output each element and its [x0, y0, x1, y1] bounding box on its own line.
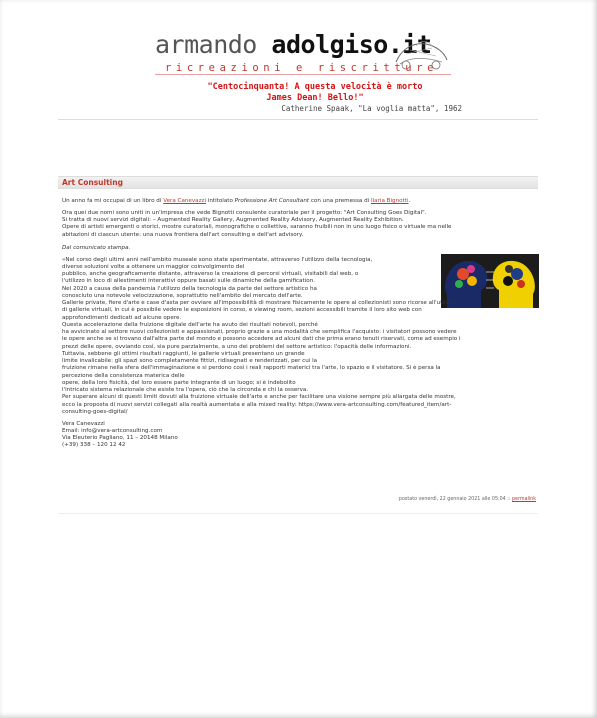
- header-quote: [150, 82, 480, 122]
- site-header: [0, 20, 597, 80]
- press-line: diverse soluzioni volte a ottenere un maggior coinvolgimento del: [62, 263, 245, 270]
- logo-text-armando: armando: [155, 30, 272, 59]
- press-line: approfondimenti dedicati ad alcune opere.: [62, 314, 182, 321]
- signature-line: Vera Canevazzi: [62, 420, 105, 427]
- press-line: conosciuto una notevole velocizzazione, soprattutto nell'ambito del mercato dell'arte.: [62, 292, 303, 299]
- tagline-rule: [155, 74, 451, 75]
- press-release-text: [62, 257, 536, 417]
- intro-text-4: .: [408, 198, 411, 204]
- project-line: Si tratta di nuovi servizi digitali: – Augmented Reality Gallery, Augmented Reality Advisory, Augmented Reality Exhibition.: [62, 217, 404, 223]
- project-paragraph: [62, 210, 536, 239]
- post-body: [62, 198, 536, 454]
- project-line: abitazioni di ciascun utente: una nuova frontiera dell'art consulting e dell'art advisory.: [62, 231, 304, 238]
- intro-text-1: Un anno fa mi occupai di un libro di: [62, 198, 164, 204]
- posted-date: postato venerdì, 22 gennaio 2021 alle 05:04 ::: [398, 497, 513, 502]
- quote-line-1: "Centocinquanta! A questa velocità è morto: [207, 82, 423, 92]
- quote-line-2: James Dean! Bello!": [266, 93, 364, 103]
- press-line: fruizione rimane nella sfera dell'immaginazione e si perdono così i reali rapporti materici tra l'arte, lo spazio e il visitatore. Si è persa la: [62, 365, 441, 372]
- press-line: prezzi delle opere, ovviando così, sia pure parzialmente, a uno dei problemi del settore artistico: l'opacità delle informazioni.: [62, 343, 412, 350]
- intro-paragraph: [62, 198, 536, 205]
- press-line: l'intricato sistema relazionale che esiste tra l'opera, ciò che la circonda e chi la osserva.: [62, 387, 309, 393]
- site-tagline: ricreazioni e riscritture: [165, 62, 439, 74]
- footer-divider: [58, 513, 538, 514]
- press-line: di gallerie virtuali, in cui è possibile vedere le esposizioni in corso, e viewing room, sezioni accessibili tramite il loro sito web con: [62, 307, 422, 314]
- site-logo[interactable]: [155, 30, 432, 59]
- press-line: consulting-goes-digital/: [62, 408, 128, 415]
- book-title: Professione Art Consultant: [234, 198, 310, 204]
- signature-line: Via Eleuterio Pagliano, 11 – 20148 Milano: [62, 435, 178, 441]
- logo-text-adolgiso: adolgiso.it: [271, 30, 432, 59]
- press-line: Per superare alcuni di questi limiti dovuti alla fruizione virtuale dell'arte e anche per facilitare una visione sempre più allargata delle mostre,: [62, 394, 456, 401]
- permalink-link[interactable]: permalink: [512, 497, 536, 502]
- press-release-label: Dal comunicato stampa.: [62, 244, 131, 251]
- press-line: Questa accelerazione della fruizione digitale dell'arte ha avuto dei risultati notevoli, perché: [62, 321, 318, 328]
- post-footer: [390, 497, 536, 502]
- preface-link[interactable]: Ilaria Bignotti: [370, 198, 409, 204]
- project-line: Ora quei due nomi sono uniti in un'impresa che vede Bignotti consulente curatoriale per il progetto: "Art Consulting Goes Digital".: [62, 209, 427, 216]
- contact-signature: [62, 421, 536, 450]
- press-line: ha avvicinato al settore nuovi collezionisti e appassionati, proprio grazie a una modalità che semplifica l'acquisto: i visitatori possono vedere: [62, 329, 457, 335]
- press-line: «Nel corso degli ultimi anni nell'ambito museale sono state sperimentate, attraverso l'utilizzo della tecnologia,: [62, 256, 373, 263]
- press-line: l'utilizzo in loco di allestimenti interattivi oppure basati sulle dinamiche della gamification.: [62, 278, 316, 285]
- press-line: Gallerie private, fiere d'arte e case d'asta per ovviare all'impossibilità di mostrare fisicamente le opere ai collezionisti sono ricorse all'utilizzo: [62, 300, 457, 306]
- press-line: le opere anche se si trovano dall'altra parte del mondo e possono accedere ad alcuni dati che prima erano tenuti riservati, come ad esempio i: [62, 336, 461, 343]
- press-line: percezione della consistenza materica delle: [62, 372, 185, 379]
- press-line: limite invalicabile: gli spazi sono completamente fittizi, ridisegnati e renderizzati, per cui la: [62, 358, 318, 364]
- signature-line: (+39) 338 – 120 12 42: [62, 442, 126, 449]
- author-link[interactable]: Vera Canevazzi: [163, 198, 207, 204]
- quote-source: Catherine Spaak, "La voglia matta", 1962: [281, 104, 462, 113]
- press-line: pubblico, anche geograficamente distante, attraverso la creazione di percorsi virtuali, visitabili dal web, o: [62, 271, 359, 277]
- header-divider: [58, 119, 538, 120]
- press-line: Nel 2020 a causa della pandemia l'utilizzo della tecnologia da parte del settore artistico ha: [62, 285, 317, 292]
- press-line: opere, della loro fisicità, del loro essere parte integrante di un luogo; si è indebolito: [62, 379, 296, 386]
- signature-line: Email: info@vera-artconsulting.com: [62, 427, 163, 434]
- press-line: ecco la proposta di nuovi servizi collegati alla realtà aumentata e alla mixed reality: https://www.vera-artconsulting.com/featured_item/art-: [62, 401, 452, 408]
- post-title-bar: [58, 176, 538, 189]
- project-line: Opere di artisti emergenti o storici, mostre curatoriali, monografiche o collettive, saranno fruibili non in uno luogo fisico o virtuale ma nelle: [62, 224, 452, 231]
- intro-text-3: con una premessa di: [309, 198, 371, 204]
- post-title: Art Consulting: [62, 178, 123, 187]
- press-line: Tuttavia, sebbene gli ottimi risultati raggiunti, le gallerie virtuali presentano un grande: [62, 350, 305, 357]
- intro-text-2: intitolato: [206, 198, 235, 204]
